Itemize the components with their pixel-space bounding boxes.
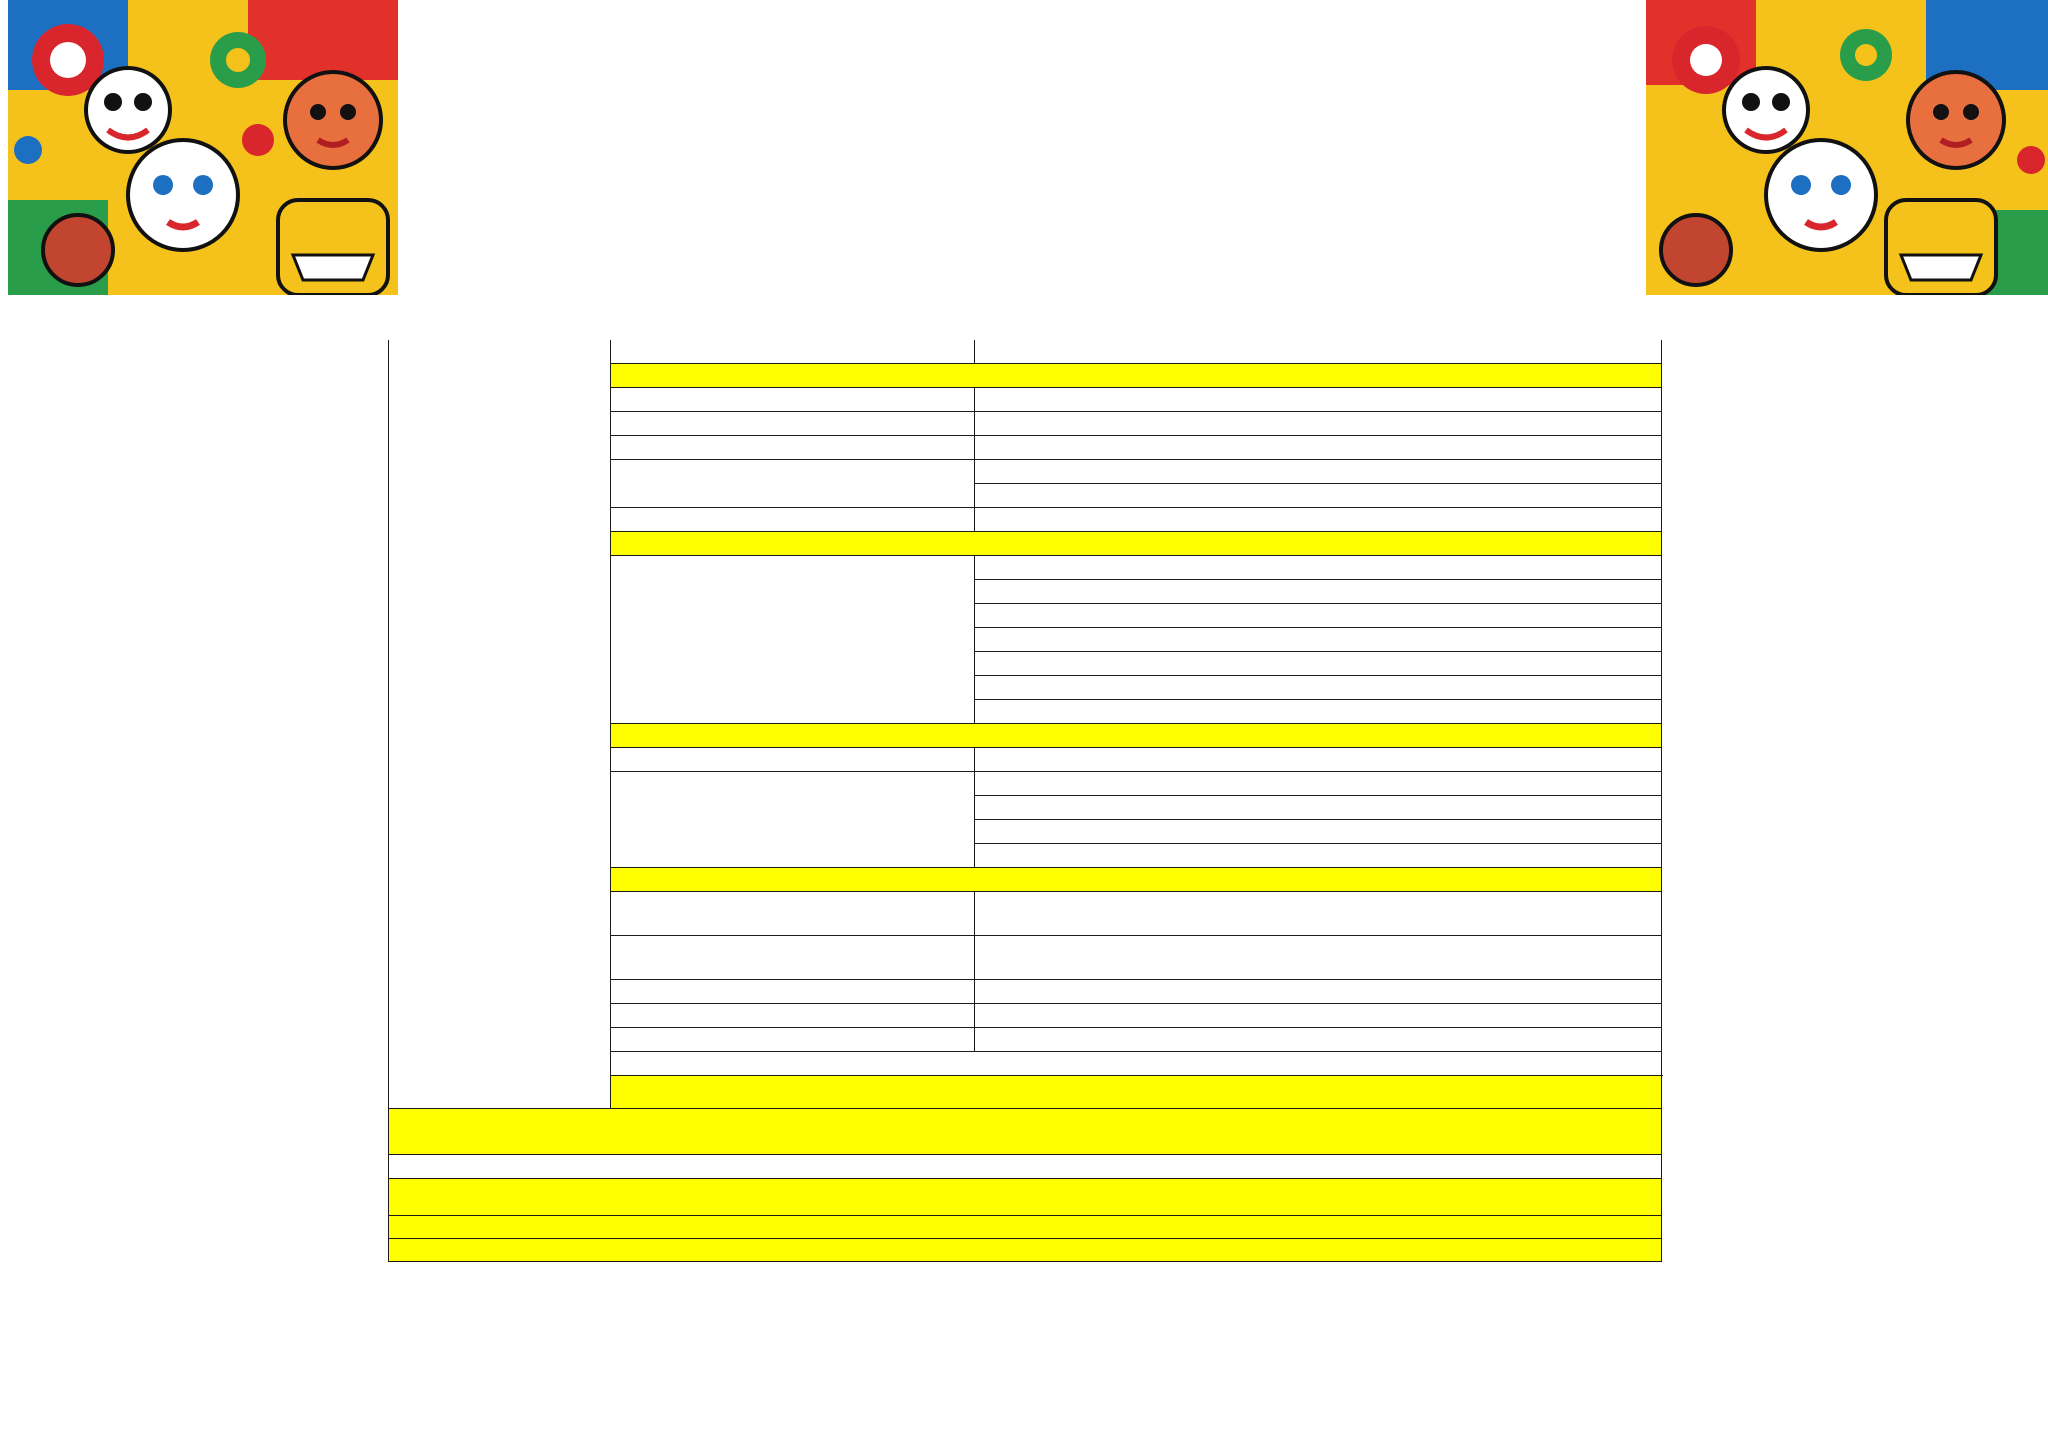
section-infantil: [611, 364, 1662, 388]
col-header-programacao: [975, 340, 1662, 364]
hora-cell: [611, 508, 975, 532]
hora-cell: [611, 892, 975, 936]
prog-cell: [975, 772, 1662, 796]
prog-cell: [975, 796, 1662, 820]
polo-title: [611, 1076, 1662, 1109]
prog-cell: [975, 436, 1662, 460]
prog-cell: [975, 820, 1662, 844]
recbeat-title: [389, 1109, 1662, 1155]
hora-cell: [611, 936, 975, 980]
hora-cell: [611, 436, 975, 460]
prog-cell: [975, 628, 1662, 652]
hora-cell: [611, 980, 975, 1004]
bairro-subtitle: [389, 1216, 1662, 1239]
prog-cell: [975, 556, 1662, 580]
hora-cell: [611, 412, 975, 436]
prog-cell: [975, 892, 1662, 936]
carnival-art-right: [1646, 0, 2048, 295]
prog-cell: [975, 676, 1662, 700]
circuito-subtitle: [389, 1239, 1662, 1262]
prog-cell: [975, 484, 1662, 508]
hora-cell: [611, 772, 975, 868]
section-desfile: [611, 532, 1662, 556]
logo-carnaval-word: [790, 40, 1270, 138]
prog-cell: [975, 508, 1662, 532]
prog-cell: [975, 460, 1662, 484]
prog-cell: [975, 652, 1662, 676]
hora-cell: [611, 388, 975, 412]
hora-cell: [611, 460, 975, 508]
prog-cell: [975, 844, 1662, 868]
hora-cell: [611, 1004, 975, 1028]
prog-cell: [975, 936, 1662, 980]
hora-cell: [611, 1028, 975, 1052]
prog-cell: [975, 748, 1662, 772]
prog-cell: [975, 412, 1662, 436]
prog-cell: [975, 604, 1662, 628]
prog-cell: [975, 980, 1662, 1004]
spacer-row: [389, 1155, 1662, 1179]
hora-cell: [611, 748, 975, 772]
prog-cell: [975, 700, 1662, 724]
col-header-hora: [611, 340, 975, 364]
prog-cell: [975, 580, 1662, 604]
schedule-table: [388, 340, 1661, 1262]
prog-cell: [975, 1004, 1662, 1028]
carnaval-logo: [790, 40, 1270, 265]
hora-cell: [611, 556, 975, 724]
prog-cell: [975, 1028, 1662, 1052]
carnival-art-left: [8, 0, 398, 295]
section-noite: [611, 724, 1662, 748]
prog-cell: [975, 388, 1662, 412]
day-cell: [389, 340, 611, 1109]
spacer-row: [611, 1052, 1662, 1076]
corredor-title: [389, 1179, 1662, 1216]
section-palco: [611, 868, 1662, 892]
